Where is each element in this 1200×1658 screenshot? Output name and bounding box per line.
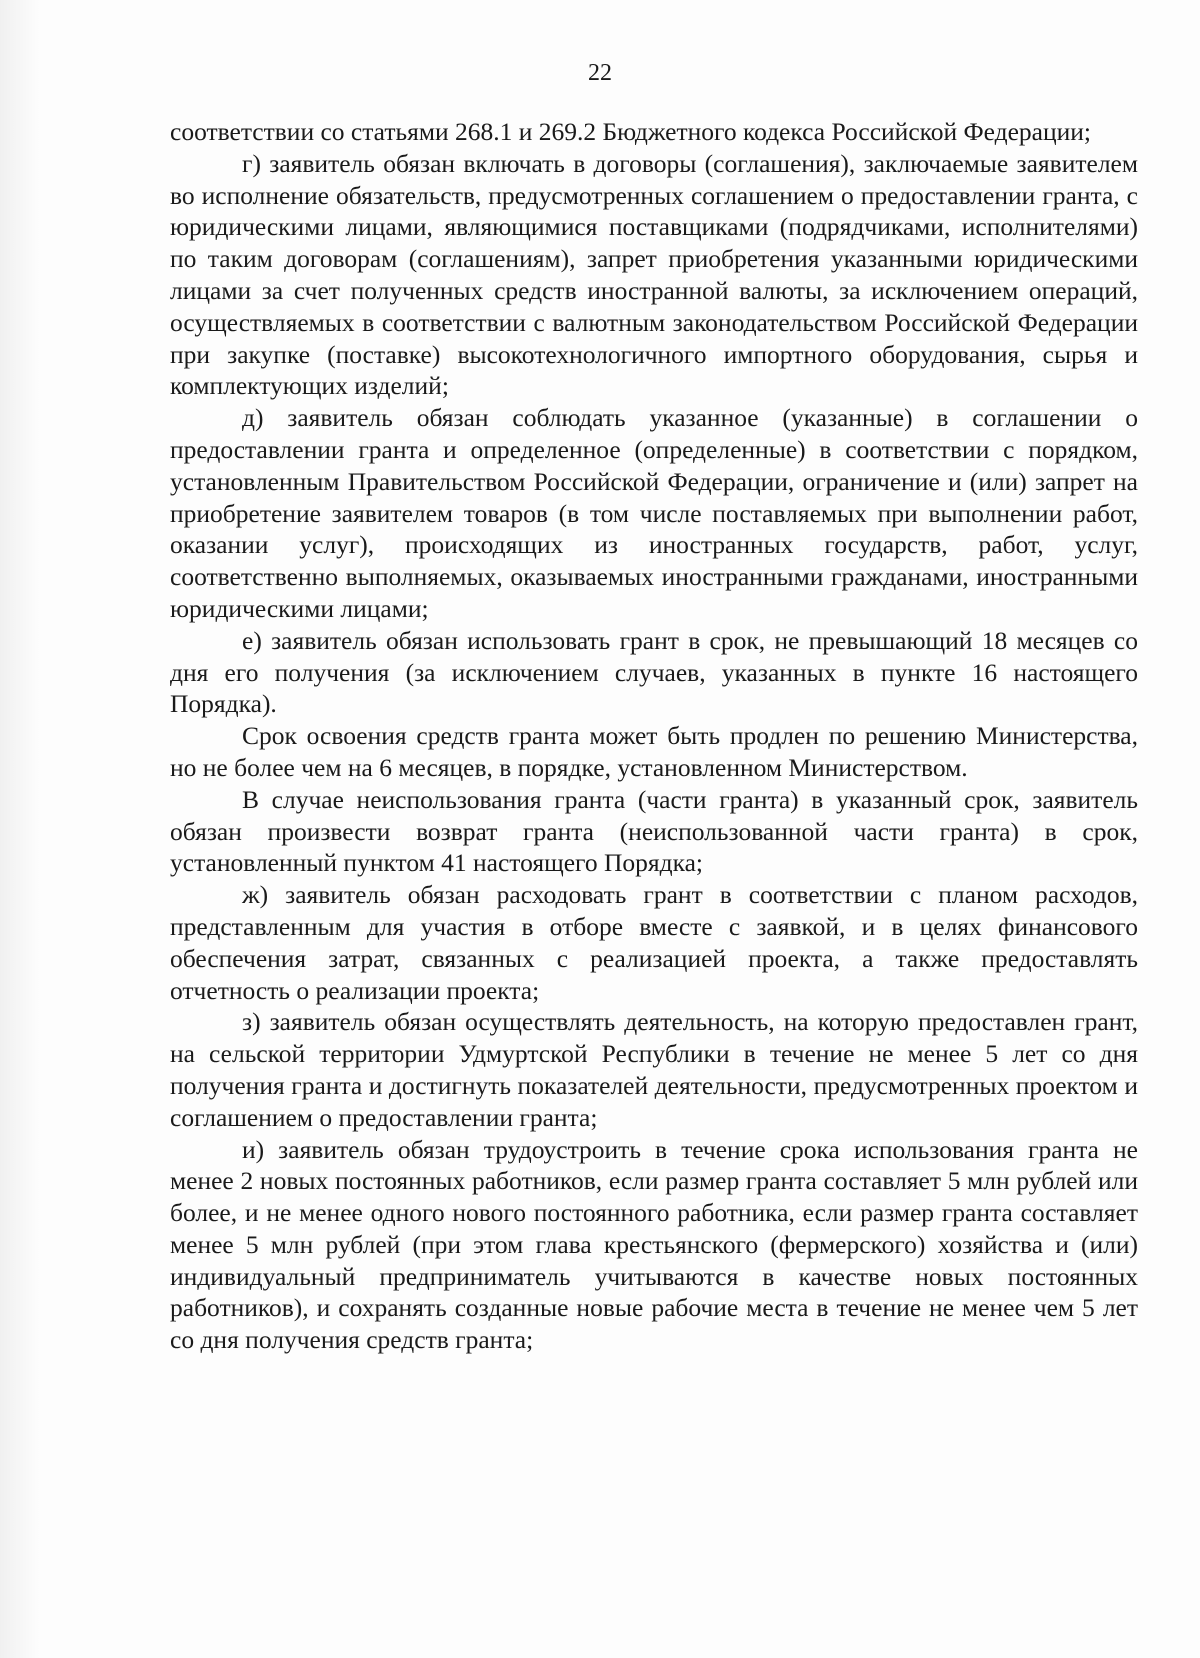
scan-shadow [0, 0, 40, 1658]
paragraph-extension: Срок освоения средств гранта может быть продлен по решению Министерства, но не более чем на 6 месяцев, в порядке, установленном Министерством. [170, 721, 1138, 782]
paragraph-item-d: д) заявитель обязан соблюдать указанное (указанные) в соглашении о предоставлении гранта и определенное (определенные) в соответствии с порядком, установленным Правительством Российской Федерации, ограничение и (или) запрет на приобретение заявителем товаров (в том числе поставляемых при выполнении работ, оказании услуг), происходящих из иностранных государств, работ, услуг, соответственно выполняемых, оказываемых иностранными гражданами, иностранными юридическими лицами; [170, 403, 1138, 623]
paragraph-item-z: з) заявитель обязан осуществлять деятельность, на которую предоставлен грант, на сельской территории Удмуртской Республики в течение не менее 5 лет со дня получения гранта и достигнуть показателей деятельности, предусмотренных проектом и соглашением о предоставлении гранта; [170, 1007, 1138, 1132]
paragraph-item-zh: ж) заявитель обязан расходовать грант в соответствии с планом расходов, представленным для участия в отборе вместе с заявкой, и в целях финансового обеспечения затрат, связанных с реализацией проекта, а также предоставлять отчетность о реализации проекта; [170, 880, 1138, 1005]
paragraph-refund: В случае неиспользования гранта (части гранта) в указанный срок, заявитель обязан произвести возврат гранта (неиспользованной части гранта) в срок, установленный пунктом 41 настоящего Порядка; [170, 784, 1138, 878]
page-number: 22 [588, 60, 612, 86]
paragraph-item-e: е) заявитель обязан использовать грант в срок, не превышающий 18 месяцев со дня его получения (за исключением случаев, указанных в пункте 16 настоящего Порядка). [170, 625, 1138, 719]
document-body [170, 116, 1138, 1356]
paragraph-continuation: соответствии со статьями 268.1 и 269.2 Бюджетного кодекса Российской Федерации; [170, 117, 1092, 146]
paragraph-item-g: г) заявитель обязан включать в договоры (соглашения), заключаемые заявителем во исполнение обязательств, предусмотренных соглашением о предоставлении гранта, с юридическими лицами, являющимися поставщиками (подрядчиками, исполнителями) по таким договорам (соглашениям), запрет приобретения указанными юридическими лицами за счет полученных средств иностранной валюты, за исключением операций, осуществляемых в соответствии с валютным законодательством Российской Федерации при закупке (поставке) высокотехнологичного импортного оборудования, сырья и комплектующих изделий; [170, 148, 1138, 401]
paragraph-item-i: и) заявитель обязан трудоустроить в течение срока использования гранта не менее 2 новых постоянных работников, если размер гранта составляет 5 млн рублей или более, и не менее одного нового постоянного работника, если размер гранта составляет менее 5 млн рублей (при этом глава крестьянского (фермерского) хозяйства и (или) индивидуальный предприниматель учитываются в качестве новых постоянных работников), и сохранять созданные новые рабочие места в течение не менее чем 5 лет со дня получения средств гранта; [170, 1134, 1138, 1355]
